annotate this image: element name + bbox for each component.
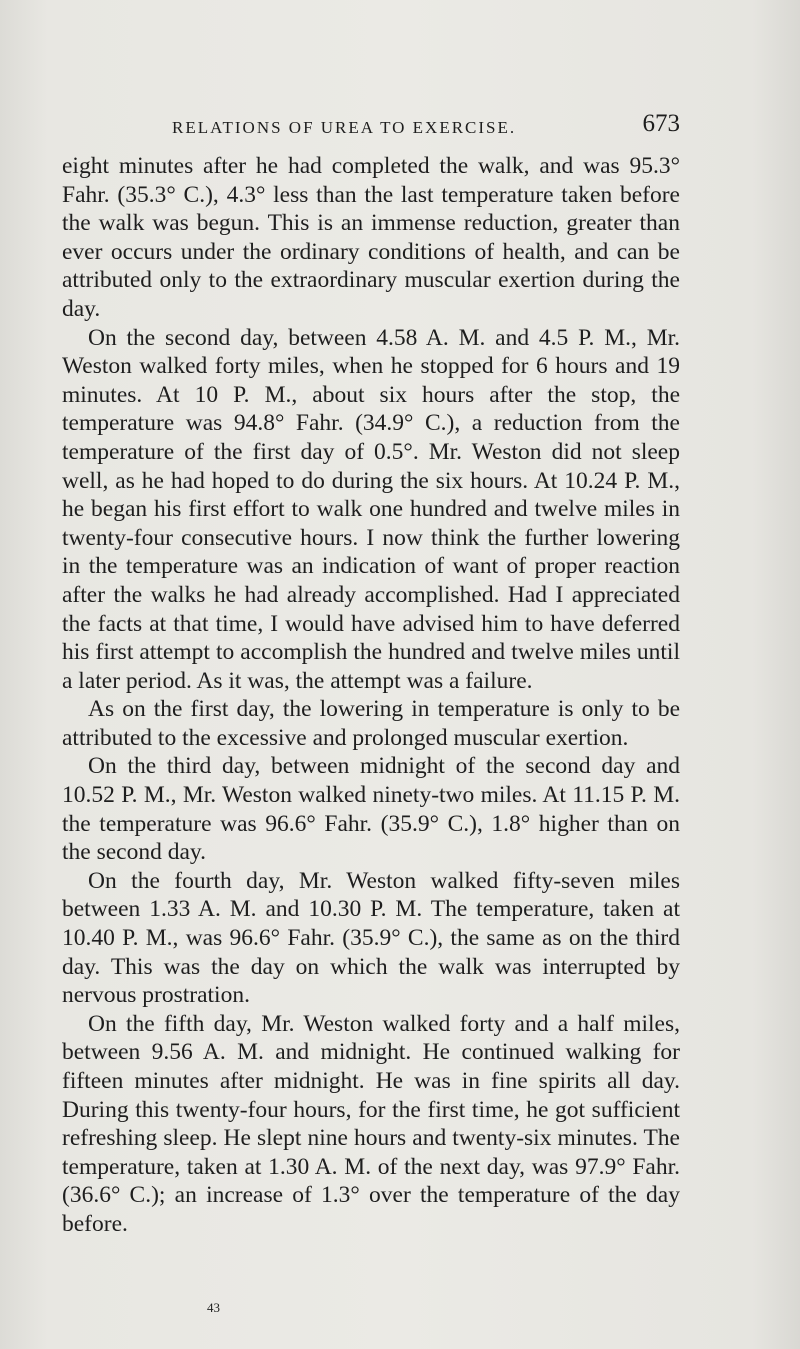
body-text [62, 152, 680, 1239]
paragraph-first-day-note: As on the first day, the lowering in temperature is only to be attributed to the excessive and prolonged muscular exertion. [62, 696, 680, 751]
paragraph-continued: eight minutes after he had completed the walk, and was 95.3° Fahr. (35.3° C.), 4.3° less than the last temperature taken before the walk was begun. This is an immense reduction, greater than ever occurs under the ordinary conditions of health, and can be attributed only to the extraordinary muscular exertion during the day. [62, 153, 680, 322]
paragraph-second-day: On the second day, between 4.58 A. M. and 4.5 P. M., Mr. Weston walked forty miles, when he stopped for 6 hours and 19 minutes. At 10 P. M., about six hours after the stop, the temperature was 94.8° Fahr. (34.9° C.), a reduction from the temperature of the first day of 0.5°. Mr. Weston did not sleep well, as he had hoped to do during the six hours. At 10.24 P. M., he began his first effort to walk one hundred and twelve miles in twenty-four consecutive hours. I now think the further lowering in the temperature was an indication of want of proper reaction after the walks he had already accomplished. Had I appreciated the facts at that time, I would have advised him to have deferred his first attempt to accomplish the hundred and twelve miles until a later period. As it was, the attempt was a failure. [62, 324, 680, 694]
running-head [60, 104, 680, 138]
paragraph-fourth-day: On the fourth day, Mr. Weston walked fifty-seven miles between 1.33 A. M. and 10.30 P. M. The temperature, taken at 10.40 P. M., was 96.6° Fahr. (35.9° C.), the same as on the third day. This was the day on which the walk was interrupted by nervous prostration. [62, 867, 680, 1009]
paragraph-fifth-day: On the fifth day, Mr. Weston walked forty and a half miles, between 9.56 A. M. and midnight. He continued walking for fifteen minutes after midnight. He was in fine spirits all day. During this twenty-four hours, for the first time, he got sufficient refreshing sleep. He slept nine hours and twenty-six minutes. The temperature, taken at 1.30 A. M. of the next day, was 97.9° Fahr. (36.6° C.); an increase of 1.3° over the temperature of the day before. [62, 1010, 680, 1237]
signature-mark: 43 [207, 1300, 220, 1315]
running-head-title: RELATIONS OF UREA TO EXERCISE. [172, 118, 517, 137]
paragraph-third-day: On the third day, between midnight of the second day and 10.52 P. M., Mr. Weston walked ninety-two miles. At 11.15 P. M. the temperature was 96.6° Fahr. (35.9° C.), 1.8° higher than on the second day. [62, 753, 680, 866]
page-number: 673 [642, 110, 680, 137]
